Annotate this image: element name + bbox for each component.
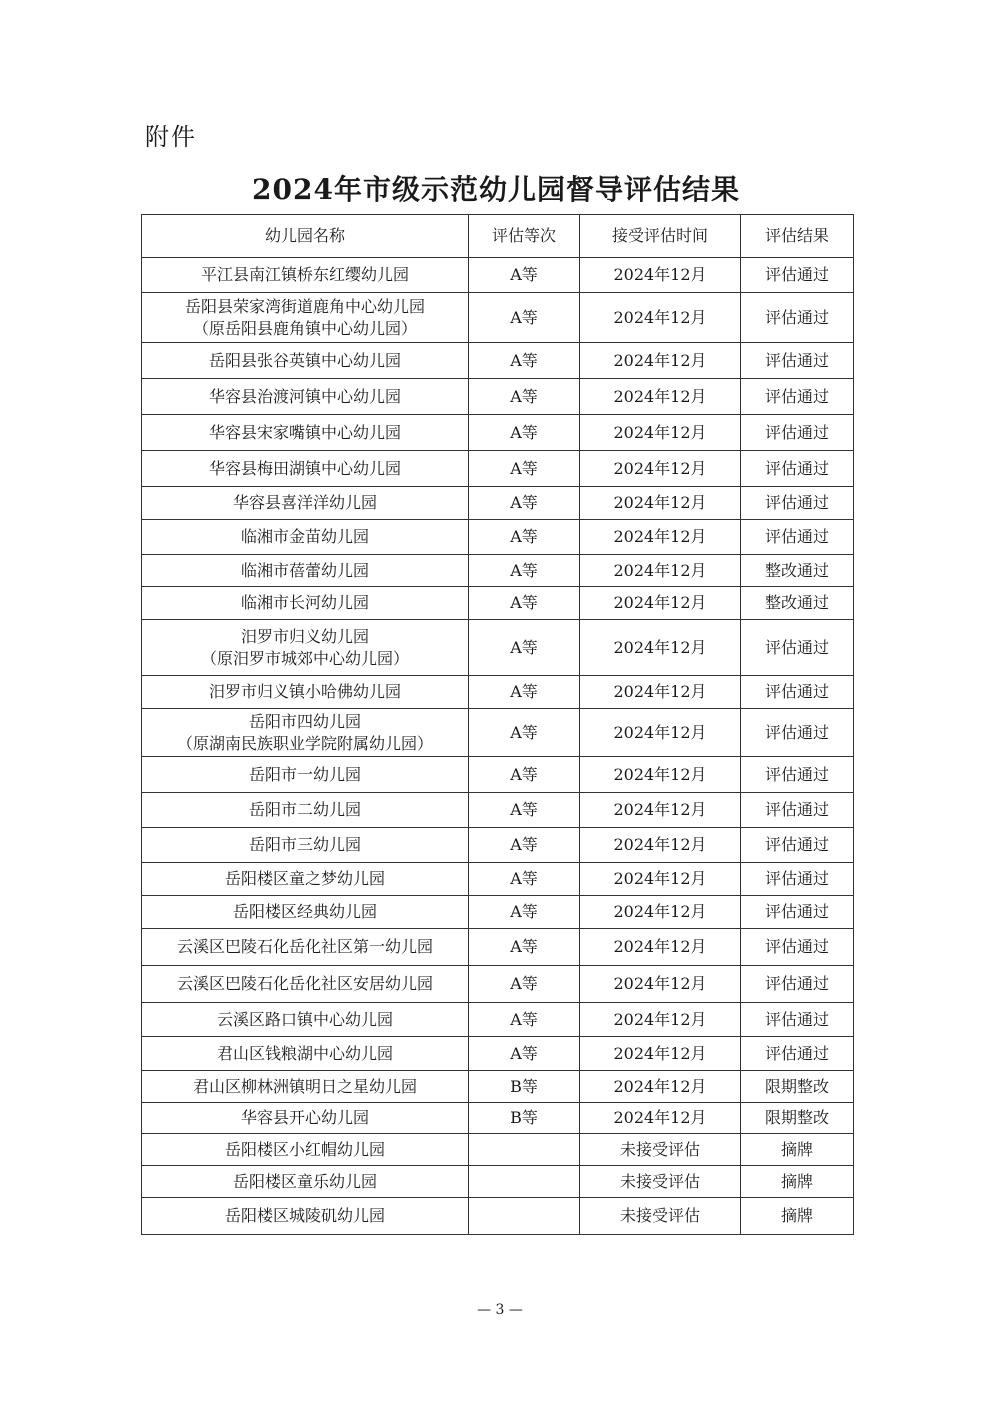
cell-evaluation-time: 2024年12月 <box>580 1103 741 1134</box>
table-row <box>142 896 854 929</box>
cell-grade: A等 <box>469 451 580 487</box>
cell-evaluation-time: 2024年12月 <box>580 1071 741 1103</box>
name-line: 君山区钱粮湖中心幼儿园 <box>216 1043 393 1063</box>
cell-kindergarten-name <box>142 1071 469 1103</box>
cell-kindergarten-name <box>142 966 469 1003</box>
name-line: 云溪区路口镇中心幼儿园 <box>216 1009 393 1029</box>
name-line: 平江县南江镇桥东红缨幼儿园 <box>200 265 409 284</box>
cell-result: 评估通过 <box>741 966 854 1003</box>
cell-kindergarten-name <box>142 620 469 676</box>
cell-kindergarten-name <box>142 1037 469 1071</box>
cell-kindergarten-name <box>142 343 469 379</box>
cell-evaluation-time: 2024年12月 <box>580 1003 741 1037</box>
cell-evaluation-time: 2024年12月 <box>580 520 741 555</box>
cell-grade: A等 <box>469 555 580 587</box>
cell-result: 评估通过 <box>741 258 854 293</box>
cell-grade: A等 <box>469 487 580 520</box>
table-row <box>142 1166 854 1198</box>
cell-grade: B等 <box>469 1103 580 1134</box>
table-row <box>142 587 854 620</box>
name-line: 华容县宋家嘴镇中心幼儿园 <box>208 422 401 442</box>
cell-evaluation-time: 2024年12月 <box>580 863 741 896</box>
cell-kindergarten-name <box>142 293 469 343</box>
cell-evaluation-time: 2024年12月 <box>580 379 741 415</box>
cell-result: 评估通过 <box>741 896 854 929</box>
cell-kindergarten-name <box>142 793 469 828</box>
table-row <box>142 966 854 1003</box>
cell-result: 评估通过 <box>741 757 854 793</box>
table-row <box>142 1134 854 1166</box>
name-line: 临湘市长河幼儿园 <box>240 593 369 612</box>
cell-kindergarten-name <box>142 676 469 709</box>
table-header-row <box>142 215 854 258</box>
table-row <box>142 757 854 793</box>
table-row <box>142 415 854 451</box>
name-line: 华容县喜洋洋幼儿园 <box>232 493 377 512</box>
cell-kindergarten-name <box>142 929 469 966</box>
cell-result: 评估通过 <box>741 828 854 863</box>
cell-evaluation-time: 2024年12月 <box>580 793 741 828</box>
name-line: 岳阳市三幼儿园 <box>248 835 361 854</box>
cell-grade <box>469 1134 580 1166</box>
table-row <box>142 487 854 520</box>
results-table <box>141 214 854 1235</box>
table-row <box>142 1003 854 1037</box>
column-header-grade: 评估等次 <box>469 215 580 258</box>
table-row <box>142 520 854 555</box>
table-row <box>142 1103 854 1134</box>
cell-kindergarten-name <box>142 451 469 487</box>
cell-evaluation-time: 2024年12月 <box>580 487 741 520</box>
table-row <box>142 1037 854 1071</box>
name-line: 华容县治渡河镇中心幼儿园 <box>208 386 401 406</box>
cell-result: 评估通过 <box>741 487 854 520</box>
cell-grade: A等 <box>469 828 580 863</box>
cell-grade: A等 <box>469 676 580 709</box>
name-line: （原岳阳县鹿角镇中心幼儿园） <box>192 318 417 338</box>
cell-result: 评估通过 <box>741 451 854 487</box>
table-row <box>142 709 854 757</box>
cell-result: 评估通过 <box>741 929 854 966</box>
cell-kindergarten-name <box>142 379 469 415</box>
cell-grade: A等 <box>469 1037 580 1071</box>
cell-grade: A等 <box>469 343 580 379</box>
cell-kindergarten-name <box>142 587 469 620</box>
cell-result: 摘牌 <box>741 1166 854 1198</box>
table-row <box>142 379 854 415</box>
cell-kindergarten-name <box>142 828 469 863</box>
cell-evaluation-time: 2024年12月 <box>580 676 741 709</box>
cell-grade: A等 <box>469 587 580 620</box>
cell-grade: A等 <box>469 929 580 966</box>
table-row <box>142 555 854 587</box>
name-line: 云溪区巴陵石化岳化社区安居幼儿园 <box>176 974 433 993</box>
cell-result: 评估通过 <box>741 676 854 709</box>
cell-evaluation-time: 未接受评估 <box>580 1198 741 1235</box>
name-line: 华容县梅田湖镇中心幼儿园 <box>208 458 401 478</box>
cell-result: 评估通过 <box>741 709 854 757</box>
cell-grade: A等 <box>469 620 580 676</box>
name-line: 岳阳楼区小红帽幼儿园 <box>224 1139 385 1159</box>
cell-evaluation-time: 2024年12月 <box>580 828 741 863</box>
name-line: 云溪区巴陵石化岳化社区第一幼儿园 <box>176 937 433 956</box>
name-line: 岳阳市四幼儿园 <box>248 711 361 731</box>
column-header-result: 评估结果 <box>741 215 854 258</box>
cell-evaluation-time: 2024年12月 <box>580 343 741 379</box>
name-line: （原汨罗市城郊中心幼儿园） <box>200 648 409 668</box>
cell-evaluation-time: 2024年12月 <box>580 1037 741 1071</box>
cell-grade <box>469 1198 580 1235</box>
table-row <box>142 1198 854 1235</box>
table-row <box>142 676 854 709</box>
name-line: 岳阳县张谷英镇中心幼儿园 <box>208 350 401 370</box>
cell-kindergarten-name <box>142 487 469 520</box>
page-title: 2024年市级示范幼儿园督导评估结果 <box>252 173 740 206</box>
table-row <box>142 793 854 828</box>
name-line: 华容县开心幼儿园 <box>240 1108 369 1127</box>
cell-kindergarten-name <box>142 1003 469 1037</box>
cell-evaluation-time: 2024年12月 <box>580 896 741 929</box>
table-row <box>142 258 854 293</box>
cell-grade: A等 <box>469 709 580 757</box>
cell-kindergarten-name <box>142 258 469 293</box>
cell-result: 评估通过 <box>741 343 854 379</box>
cell-evaluation-time: 2024年12月 <box>580 709 741 757</box>
cell-result: 整改通过 <box>741 587 854 620</box>
table-row <box>142 863 854 896</box>
cell-kindergarten-name <box>142 896 469 929</box>
cell-evaluation-time: 2024年12月 <box>580 966 741 1003</box>
cell-kindergarten-name <box>142 709 469 757</box>
cell-grade: A等 <box>469 520 580 555</box>
table-row <box>142 1071 854 1103</box>
name-line: 岳阳县荣家湾街道鹿角中心幼儿园 <box>184 296 425 316</box>
cell-grade: A等 <box>469 379 580 415</box>
name-line: 临湘市蓓蕾幼儿园 <box>240 560 369 580</box>
table-row <box>142 828 854 863</box>
name-line: 岳阳楼区城陵矶幼儿园 <box>224 1206 385 1225</box>
cell-result: 评估通过 <box>741 1003 854 1037</box>
table-row <box>142 451 854 487</box>
cell-kindergarten-name <box>142 415 469 451</box>
cell-result: 评估通过 <box>741 379 854 415</box>
column-header-time: 接受评估时间 <box>580 215 741 258</box>
cell-evaluation-time: 未接受评估 <box>580 1166 741 1198</box>
name-line: 汨罗市归义幼儿园 <box>240 626 369 646</box>
cell-kindergarten-name <box>142 1103 469 1134</box>
cell-grade <box>469 1166 580 1198</box>
table-row <box>142 929 854 966</box>
name-line: 君山区柳林洲镇明日之星幼儿园 <box>192 1076 417 1096</box>
cell-grade: A等 <box>469 896 580 929</box>
table-row <box>142 343 854 379</box>
name-line: 岳阳楼区童乐幼儿园 <box>232 1171 377 1191</box>
table-row <box>142 293 854 343</box>
cell-grade: A等 <box>469 966 580 1003</box>
cell-evaluation-time: 2024年12月 <box>580 451 741 487</box>
table-row <box>142 620 854 676</box>
cell-grade: A等 <box>469 1003 580 1037</box>
cell-kindergarten-name <box>142 1198 469 1235</box>
cell-kindergarten-name <box>142 863 469 896</box>
name-line: 岳阳市二幼儿园 <box>248 800 361 819</box>
name-line: 汨罗市归义镇小哈佛幼儿园 <box>208 682 401 701</box>
cell-kindergarten-name <box>142 1134 469 1166</box>
cell-result: 摘牌 <box>741 1198 854 1235</box>
cell-evaluation-time: 2024年12月 <box>580 929 741 966</box>
cell-kindergarten-name <box>142 757 469 793</box>
name-line: 岳阳楼区经典幼儿园 <box>232 902 377 921</box>
cell-grade: A等 <box>469 863 580 896</box>
cell-result: 评估通过 <box>741 293 854 343</box>
cell-evaluation-time: 2024年12月 <box>580 415 741 451</box>
cell-kindergarten-name <box>142 1166 469 1198</box>
cell-result: 限期整改 <box>741 1103 854 1134</box>
cell-result: 评估通过 <box>741 793 854 828</box>
cell-result: 评估通过 <box>741 415 854 451</box>
cell-result: 评估通过 <box>741 520 854 555</box>
cell-grade: A等 <box>469 415 580 451</box>
cell-evaluation-time: 2024年12月 <box>580 757 741 793</box>
cell-grade: A等 <box>469 757 580 793</box>
page-number: — 3 — <box>477 1302 523 1318</box>
cell-grade: B等 <box>469 1071 580 1103</box>
name-line: （原湖南民族职业学院附属幼儿园） <box>176 733 433 753</box>
cell-result: 评估通过 <box>741 620 854 676</box>
cell-evaluation-time: 2024年12月 <box>580 258 741 293</box>
cell-evaluation-time: 未接受评估 <box>580 1134 741 1166</box>
cell-grade: A等 <box>469 793 580 828</box>
cell-grade: A等 <box>469 258 580 293</box>
cell-result: 评估通过 <box>741 1037 854 1071</box>
name-line: 岳阳楼区童之梦幼儿园 <box>224 869 385 888</box>
cell-kindergarten-name <box>142 520 469 555</box>
cell-evaluation-time: 2024年12月 <box>580 293 741 343</box>
cell-grade: A等 <box>469 293 580 343</box>
name-line: 临湘市金苗幼儿园 <box>240 527 369 546</box>
cell-result: 摘牌 <box>741 1134 854 1166</box>
cell-result: 评估通过 <box>741 863 854 896</box>
table-body <box>142 258 854 1235</box>
cell-kindergarten-name <box>142 555 469 587</box>
column-header-name: 幼儿园名称 <box>142 215 469 258</box>
cell-evaluation-time: 2024年12月 <box>580 620 741 676</box>
cell-evaluation-time: 2024年12月 <box>580 555 741 587</box>
name-line: 岳阳市一幼儿园 <box>248 764 361 784</box>
attachment-label: 附件 <box>145 123 197 151</box>
cell-evaluation-time: 2024年12月 <box>580 587 741 620</box>
cell-result: 限期整改 <box>741 1071 854 1103</box>
cell-result: 整改通过 <box>741 555 854 587</box>
